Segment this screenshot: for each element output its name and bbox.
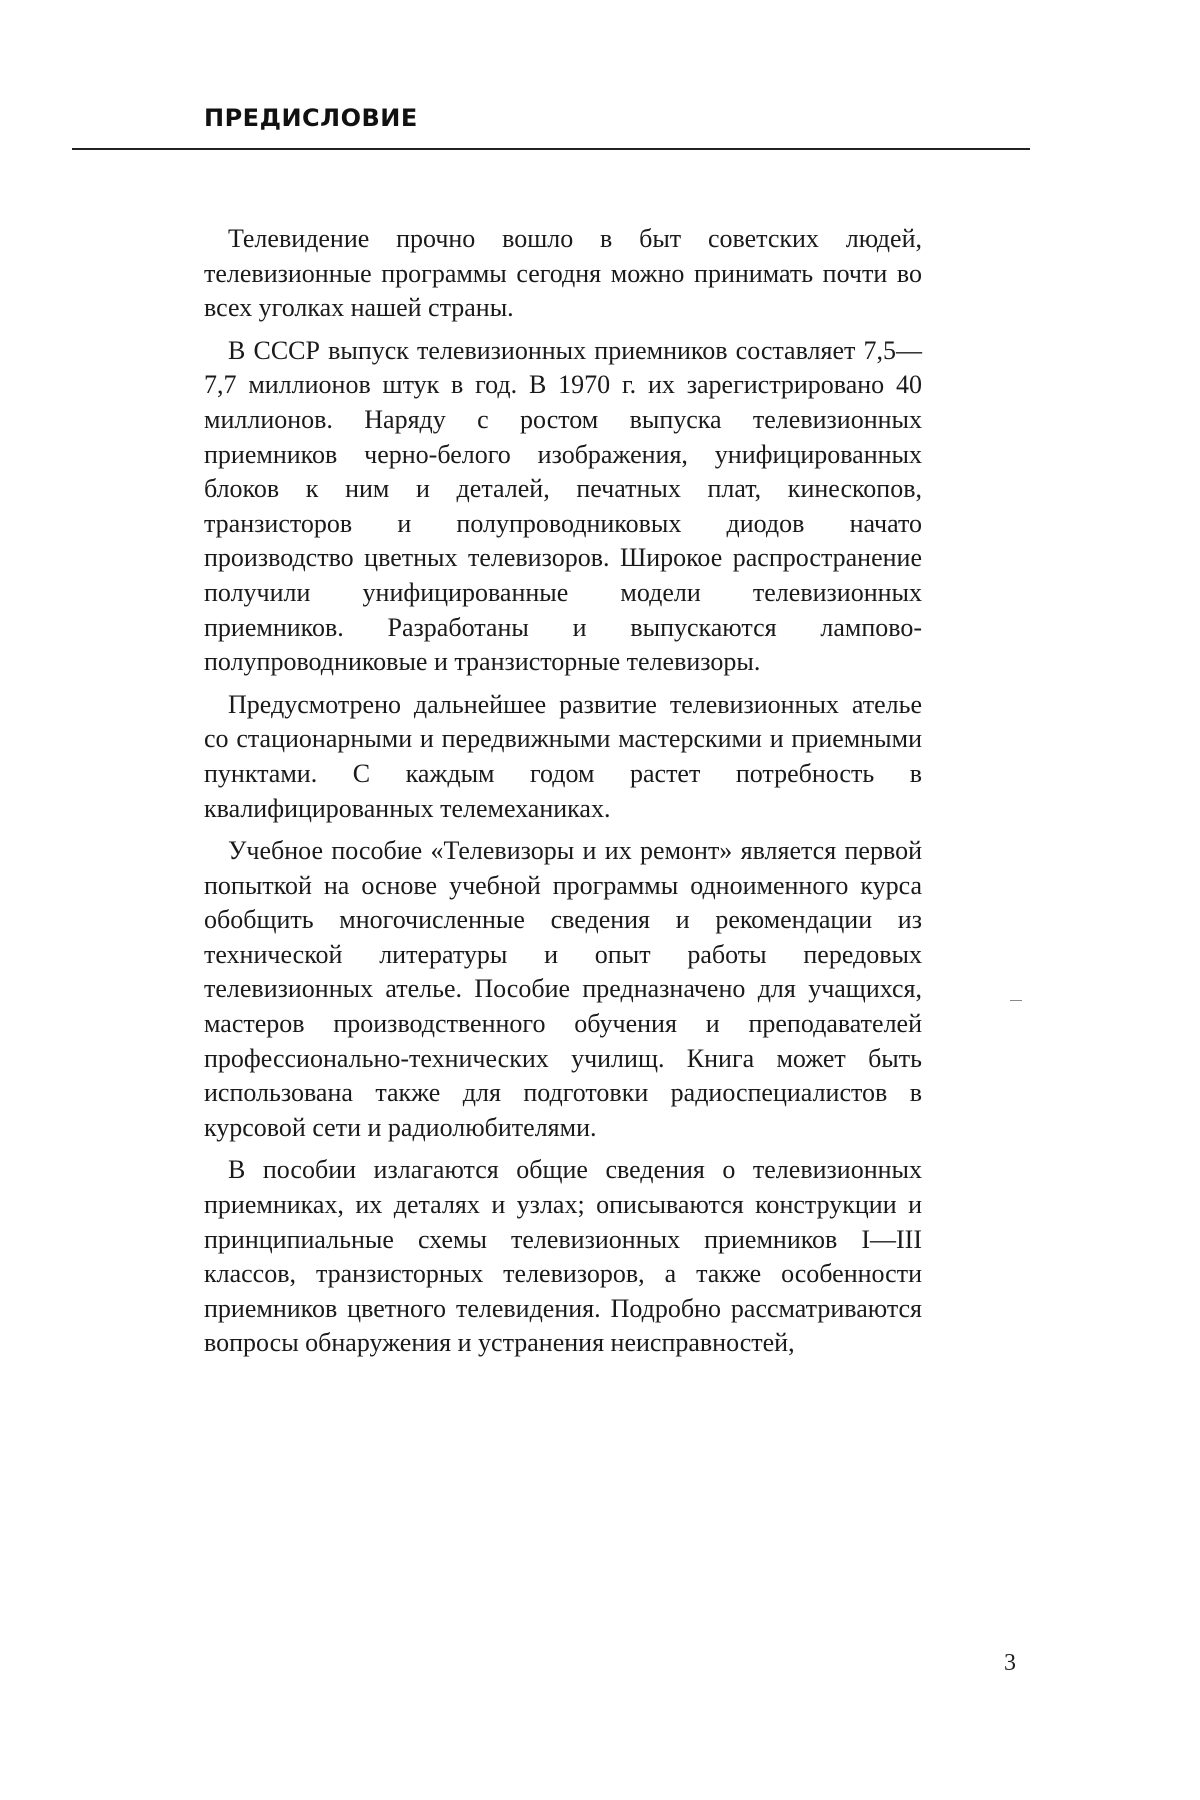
margin-mark (1010, 1000, 1022, 1001)
page-number: 3 (1004, 1650, 1016, 1676)
paragraph-2: В СССР выпуск телевизионных приемников составляет 7,5—7,7 миллионов штук в год. В 1970 г. их зарегистрировано 40 миллионов. Наряду с ростом выпуска телевизионных приемников черно-белого изображения, унифицированных блоков к ним и деталей, печатных плат, кинескопов, транзисторов и полупроводниковых диодов начато производство цветных телевизоров. Широкое распространение получили унифицированные модели телевизионных приемников. Разработаны и выпускаются лампово-полупроводниковые и транзисторные телевизоры. (204, 335, 922, 677)
paragraph-3: Предусмотрено дальнейшее развитие телевизионных ателье со стационарными и передвижными мастерскими и приемными пунктами. С каждым годом растет потребность в квалифицированных телемеханиках. (204, 689, 922, 823)
paragraph-1: Телевидение прочно вошло в быт советских людей, телевизионные программы сегодня можно принимать почти во всех уголках нашей страны. (204, 224, 922, 323)
heading-rule (72, 148, 1030, 150)
section-heading: ПРЕДИСЛОВИЕ (204, 104, 418, 132)
body-text (204, 222, 922, 1369)
paragraph-5: В пособии излагаются общие сведения о телевизионных приемниках, их деталях и узлах; описываются конструкции и принципиальные схемы телевизионных приемников I—III классов, транзисторных телевизоров, а также особенности приемников цветного телевидения. Подробно рассматриваются вопросы обнаружения и устранения неисправностей, (204, 1155, 922, 1358)
paragraph-4: Учебное пособие «Телевизоры и их ремонт» является первой попыткой на основе учебной программы одноименного курса обобщить многочисленные сведения и рекомендации из технической литературы и опыт работы передовых телевизионных ателье. Пособие предназначено для учащихся, мастеров производственного обучения и преподавателей профессионально-технических училищ. Книга может быть использована также для подготовки радиоспециалистов в курсовой сети и радиолюбителями. (204, 836, 922, 1142)
